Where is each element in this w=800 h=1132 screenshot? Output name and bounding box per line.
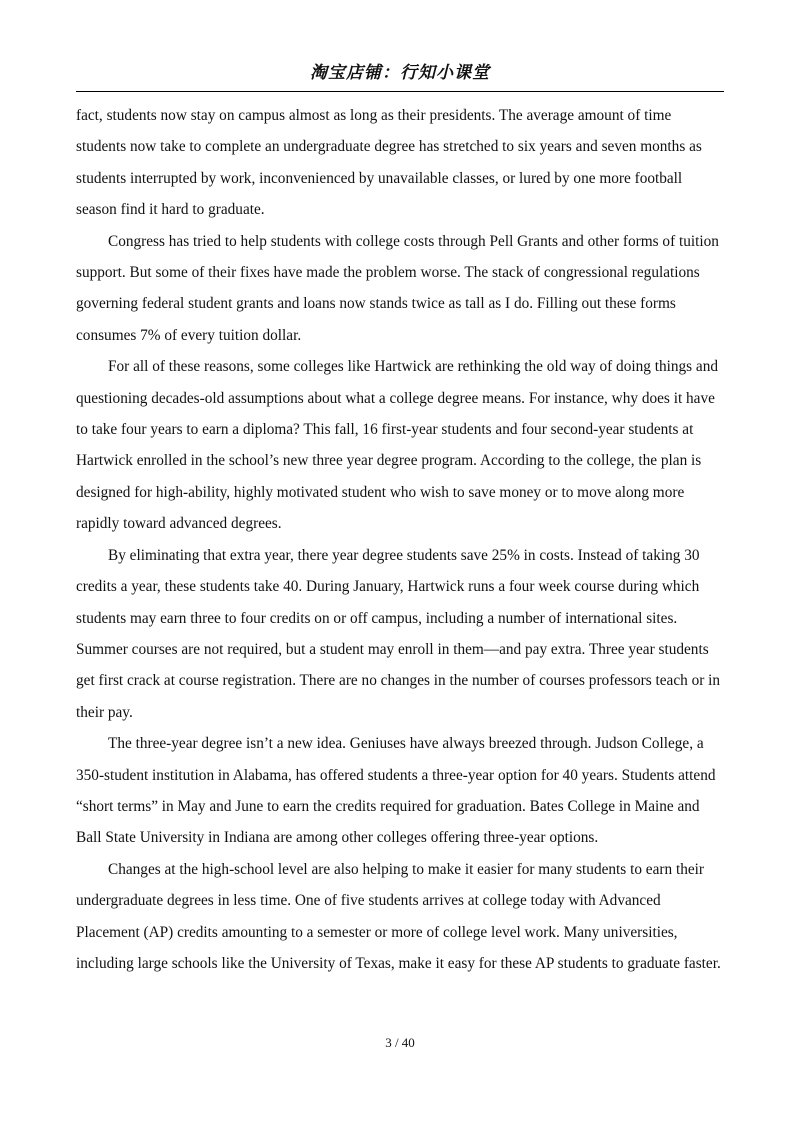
document-body [76,100,724,979]
paragraph-costs: By eliminating that extra year, there year degree students save 25% in costs. Instead of taking 30 credits a year, these students take 40. During January, Hartwick runs a four week course during which students may earn three to four credits on or off campus, including a number of international sites. Summer courses are not required, but a student may enroll in them—and pay extra. Three year students get first crack at course registration. There are no changes in the number of courses professors teach or in their pay. [76,546,721,721]
paragraph-congress: Congress has tried to help students with college costs through Pell Grants and other forms of tuition support. But some of their fixes have made the problem worse. The stack of congressional regulations governing federal student grants and loans now stands twice as tall as I do. Filling out these forms consumes 7% of every tuition dollar. [76,232,719,344]
paragraph-hartwick: For all of these reasons, some colleges like Hartwick are rethinking the old way of doing things and questioning decades-old assumptions about what a college degree means. For instance, why does it have to take four years to earn a diploma? This fall, 16 first-year students and four second-year students at Hartwick enrolled in the school’s new three year degree program. According to the college, the plan is designed for high-ability, highly motivated student who wish to save money or to move along more rapidly toward advanced degrees. [76,358,719,533]
header-title: 淘宝店铺：行知小课堂 [310,63,490,83]
paragraph-three-year-degree: The three-year degree isn’t a new idea. Geniuses have always breezed through. Judson College, a 350-student institution in Alabama, has offered students a three-year option for 40 years. Students attend “short terms” in May and June to earn the credits required for graduation. Bates College in Maine and Ball State University in Indiana are among other colleges offering three-year options. [76,735,716,847]
paragraph-continued: fact, students now stay on campus almost as long as their presidents. The average amount of time students now take to complete an undergraduate degree has stretched to six years and seven months as students interrupted by work, inconvenienced by unavailable classes, or lured by one more football season find it hard to graduate. [76,107,702,219]
page-header [76,62,724,84]
paragraph-high-school: Changes at the high-school level are also helping to make it easier for many students to earn their undergraduate degrees in less time. One of five students arrives at college today with Advanced Placement (AP) credits amounting to a semester or more of college level work. Many universities, including large schools like the University of Texas, make it easy for these AP students to graduate faster. [76,860,721,972]
header-divider [76,91,724,92]
page-number: 3 / 40 [385,1035,415,1050]
